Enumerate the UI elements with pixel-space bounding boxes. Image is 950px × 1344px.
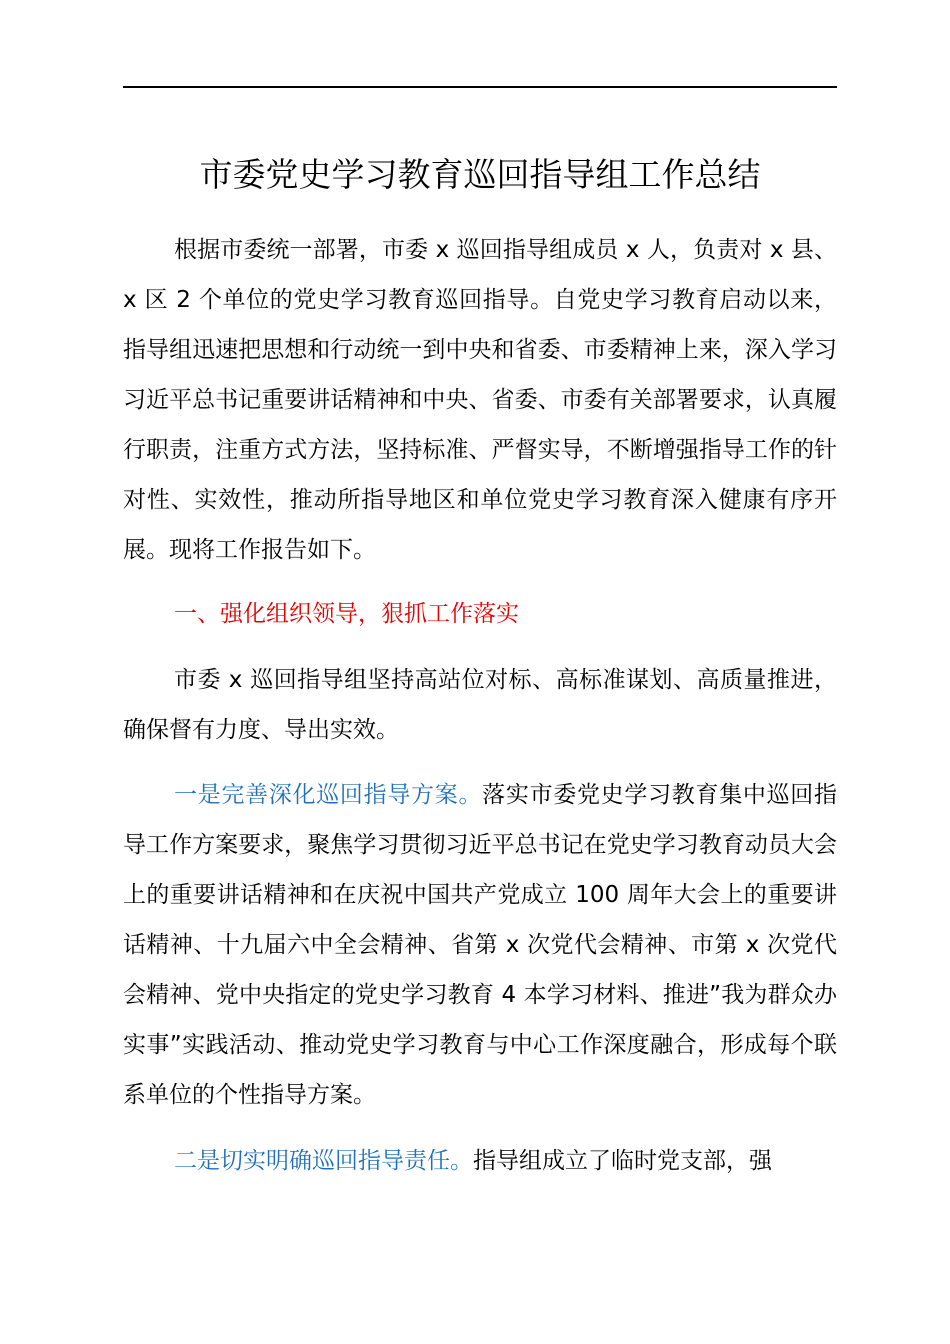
section-one-heading: 一、强化组织领导，狠抓工作落实	[174, 601, 519, 627]
point-one-lead: 一是完善深化巡回指导方案。	[174, 782, 483, 808]
header-divider	[123, 86, 837, 88]
point-one-body: 落实市委党史学习教育集中巡回指导工作方案要求，聚焦学习贯彻习近平总书记在党史学习教育动员大会上的重要讲话精神和在庆祝中国共产党成立 100 周年大会上的重要讲话精神、十九届六中全会精神、省第 x 次党代会精神、市第 x 次党代会精神、党中央指定的党史学习教育 4 本学习材料、推进”我为群众办实事”实践活动、推动党史学习教育与中心工作深度融合，形成每个联系单位的个性指导方案。	[123, 782, 838, 1108]
document-title: 市委党史学习教育巡回指导组工作总结	[199, 155, 761, 194]
point-two-body: 指导组成立了临时党支部，强	[473, 1148, 772, 1174]
point-two-lead: 二是切实明确巡回指导责任。	[174, 1148, 473, 1174]
section-one-summary: 市委 x 巡回指导组坚持高站位对标、高标准谋划、高质量推进，确保督有力度、导出实效。	[123, 667, 837, 743]
point-one-paragraph	[123, 770, 837, 1120]
point-two-paragraph	[123, 1136, 837, 1186]
intro-paragraph: 根据市委统一部署，市委 x 巡回指导组成员 x 人，负责对 x 县、x 区 2 个单位的党史学习教育巡回指导。自党史学习教育启动以来，指导组迅速把思想和行动统一到中央和省委、市委精神上来，深入学习习近平总书记重要讲话精神和中央、省委、市委有关部署要求，认真履行职责，注重方式方法，坚持标准、严督实导，不断增强指导工作的针对性、实效性，推动所指导地区和单位党史学习教育深入健康有序开展。现将工作报告如下。	[123, 237, 837, 563]
